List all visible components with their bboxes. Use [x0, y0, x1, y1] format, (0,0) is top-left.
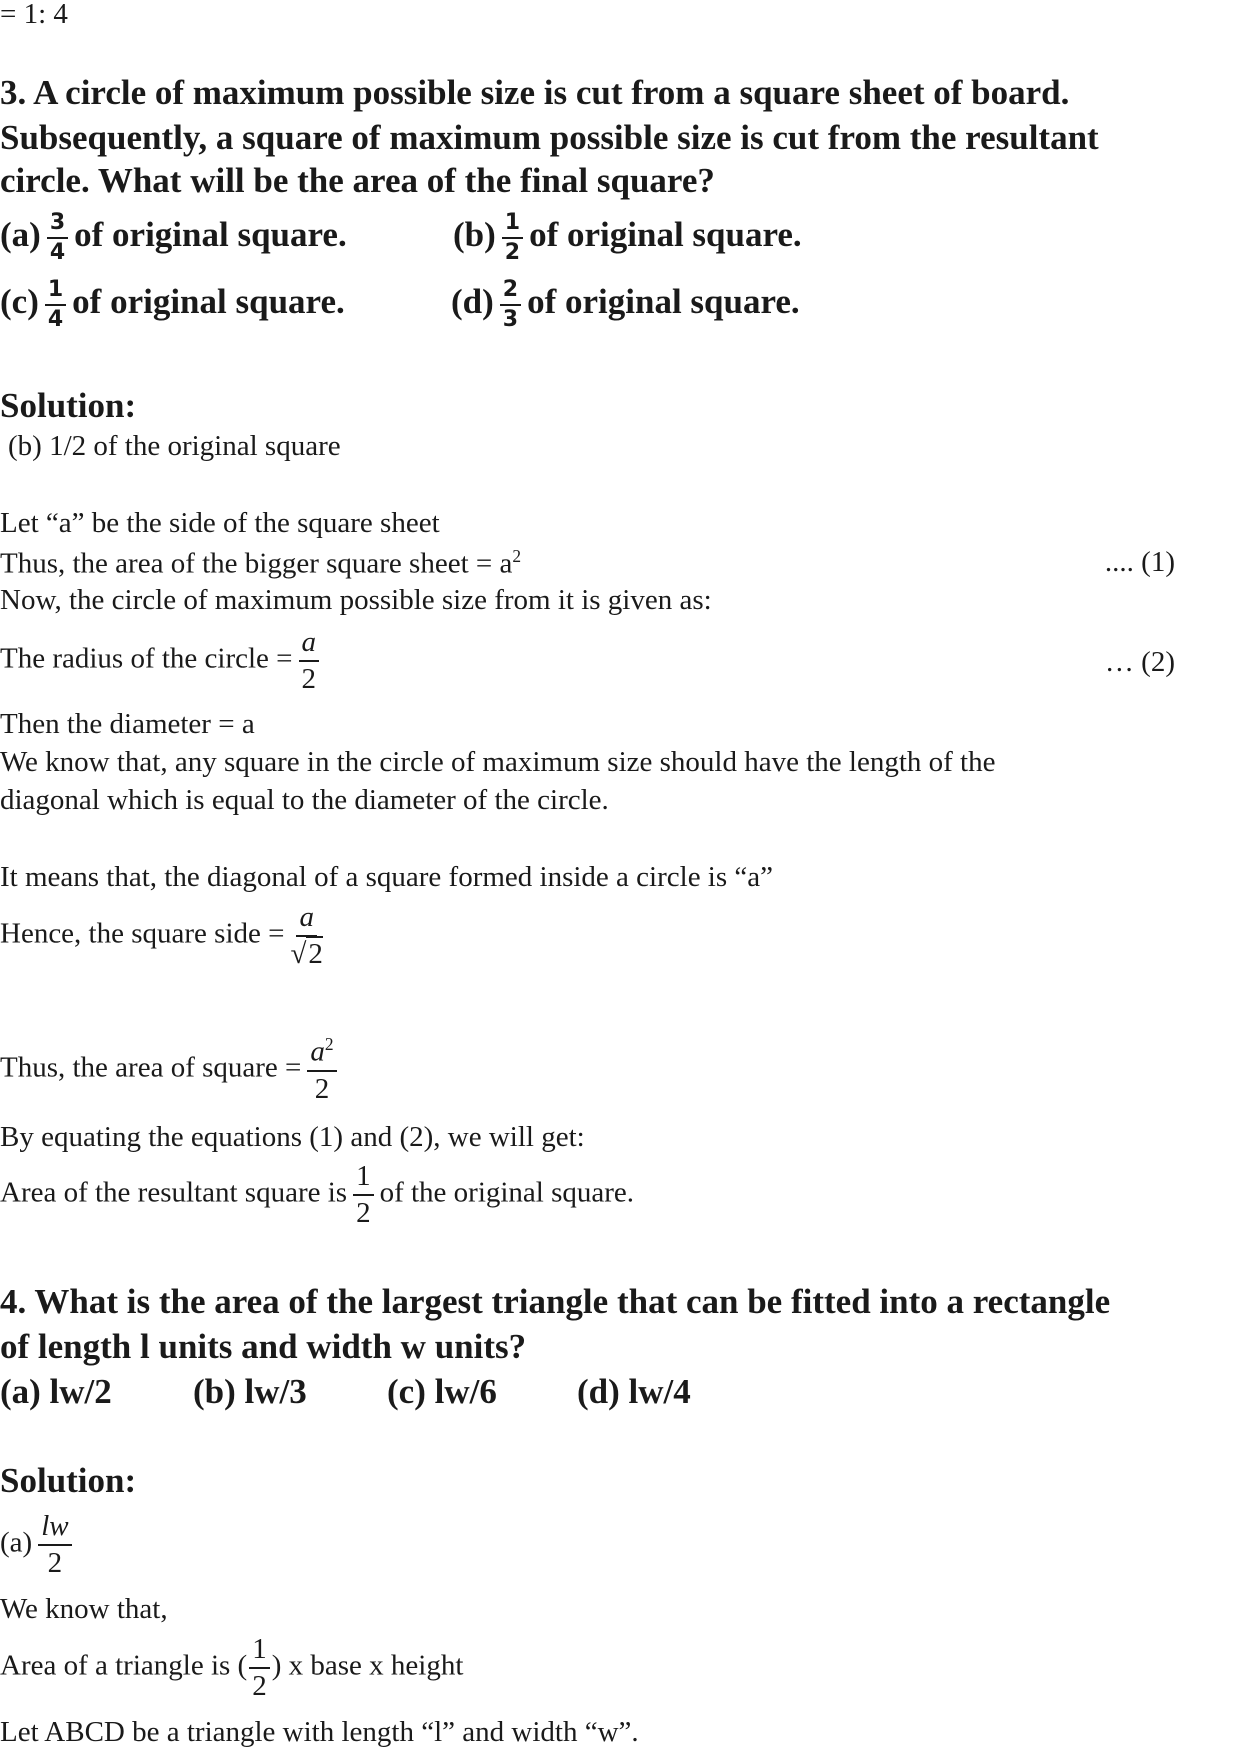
solution-text: By equating the equations (1) and (2), we will get: [0, 1121, 585, 1153]
text: Thus, the area of the bigger square sheet = a [0, 547, 513, 580]
numerator: 3 [47, 212, 68, 239]
option-text: of original square. [74, 215, 347, 255]
answer [0, 1512, 78, 1578]
text: The radius of the circle = [0, 642, 293, 675]
fraction [299, 628, 320, 694]
fraction [47, 212, 68, 264]
question-4-line-1: 4. What is the area of the largest triangle that can be fitted into a rectangle [0, 1282, 1111, 1321]
sqrt-symbol: √ [290, 938, 307, 970]
superscript: 2 [512, 546, 522, 566]
denominator: 2 [314, 1072, 330, 1105]
option-label: (b) [453, 215, 496, 255]
answer: (b) 1/2 of the original square [8, 430, 341, 462]
text: Hence, the square side = [0, 917, 285, 950]
text: (a) [0, 1526, 33, 1559]
fraction [249, 1635, 270, 1701]
text: Area of a triangle is ( [0, 1649, 248, 1682]
denominator: 3 [502, 307, 519, 332]
denominator: 2 [504, 240, 521, 265]
option-label: (d) [451, 282, 494, 322]
fraction [38, 1512, 71, 1578]
solution-heading: Solution: [0, 1461, 137, 1500]
equation-ref: .... (1) [1104, 546, 1175, 578]
text: ) x base x height [271, 1649, 464, 1682]
solution-text: diagonal which is equal to the diameter of the circle. [0, 784, 609, 816]
numerator: 1 [45, 279, 66, 306]
option-text: of original square. [72, 282, 345, 322]
fraction [353, 1162, 374, 1228]
question-3-line-3: circle. What will be the area of the final square? [0, 161, 715, 200]
option-label: (a) [0, 215, 41, 255]
denominator: 2 [301, 663, 317, 695]
option-a [0, 212, 347, 264]
text: Thus, the area of square = [0, 1051, 302, 1084]
question-4-line-2: of length l units and width w units? [0, 1327, 527, 1366]
numerator: a [310, 1035, 325, 1068]
option-b: (b) lw/3 [193, 1372, 307, 1411]
numerator: 1 [249, 1635, 270, 1669]
solution-heading: Solution: [0, 386, 137, 425]
solution-text: Let ABCD be a triangle with length “l” and width “w”. [0, 1716, 639, 1748]
option-c: (c) lw/6 [387, 1372, 497, 1411]
superscript: 2 [324, 1034, 334, 1054]
fraction [307, 1036, 336, 1104]
text: Area of the resultant square is [0, 1176, 348, 1209]
denominator: 2 [47, 1547, 63, 1579]
fraction [500, 279, 521, 331]
question-3-line-1: 3. A circle of maximum possible size is cut from a square sheet of board. [0, 73, 1070, 112]
option-a: (a) lw/2 [0, 1372, 112, 1411]
numerator: a [296, 903, 317, 937]
solution-text [0, 1036, 343, 1104]
solution-text: Then the diameter = a [0, 708, 255, 740]
numerator: 1 [353, 1162, 374, 1196]
previous-answer: = 1: 4 [0, 0, 68, 30]
numerator: 2 [500, 279, 521, 306]
numerator: 1 [502, 212, 523, 239]
text: of the original square. [379, 1176, 635, 1209]
solution-text: Let “a” be the side of the square sheet [0, 507, 440, 539]
numerator: a [299, 628, 320, 662]
solution-text [0, 903, 329, 969]
option-text: of original square. [527, 282, 800, 322]
solution-text [0, 628, 1233, 694]
option-d: (d) lw/4 [577, 1372, 691, 1411]
solution-text [0, 1162, 634, 1228]
numerator: lw [38, 1512, 71, 1546]
solution-text: Now, the circle of maximum possible size from it is given as: [0, 584, 712, 616]
option-c [0, 279, 345, 331]
fraction [291, 903, 323, 969]
denominator: 2 [252, 1670, 267, 1702]
solution-text [0, 548, 1233, 579]
option-d [451, 279, 800, 331]
solution-text: We know that, any square in the circle of maximum size should have the length of the [0, 746, 996, 778]
option-b [453, 212, 802, 264]
option-text: of original square. [529, 215, 802, 255]
fraction [45, 279, 66, 331]
denominator: 4 [49, 240, 66, 265]
solution-text: We know that, [0, 1593, 168, 1625]
option-label: (c) [0, 282, 39, 322]
denominator: 2 [308, 938, 323, 970]
equation-ref: … (2) [1104, 646, 1175, 678]
denominator: 2 [356, 1197, 371, 1229]
question-3-line-2: Subsequently, a square of maximum possible size is cut from the resultant [0, 118, 1099, 157]
solution-text: It means that, the diagonal of a square formed inside a circle is “a” [0, 861, 774, 893]
fraction [502, 212, 523, 264]
denominator: 4 [47, 307, 64, 332]
solution-text [0, 1635, 463, 1701]
